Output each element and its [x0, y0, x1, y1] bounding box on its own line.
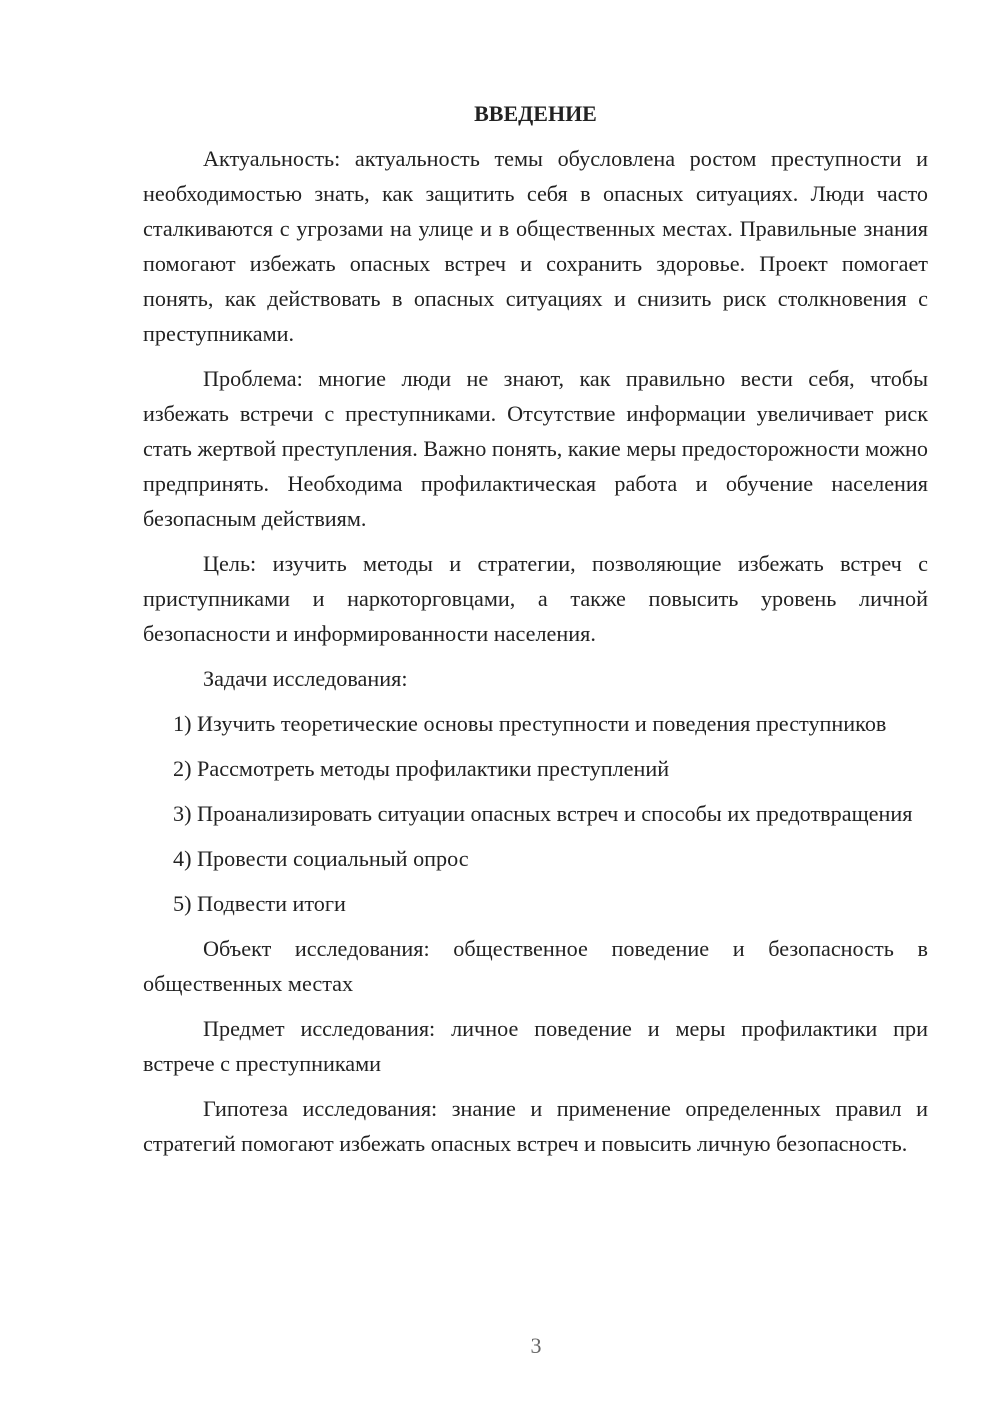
- task-item-2: 2) Рассмотреть методы профилактики преступлений: [173, 756, 670, 781]
- goal-paragraph: Цель: изучить методы и стратегии, позволяющие избежать встреч с приступниками и наркоторговцами, а также повысить уровень личной безопасности и информированности населения.: [143, 551, 928, 646]
- page-number: 3: [530, 1333, 542, 1358]
- hypothesis-paragraph: Гипотеза исследования: знание и применение определенных правил и стратегий помогают избежать опасных встреч и повысить личную безопасность.: [143, 1096, 928, 1156]
- document-page: [143, 96, 928, 1171]
- task-item-3: 3) Проанализировать ситуации опасных встреч и способы их предотвращения: [173, 801, 913, 826]
- task-item-5: 5) Подвести итоги: [173, 891, 346, 916]
- section-title: ВВЕДЕНИЕ: [474, 101, 597, 126]
- relevance-paragraph: Актуальность: актуальность темы обусловлена ростом преступности и необходимостью знать, как защитить себя в опасных ситуациях. Люди часто сталкиваются с угрозами на улице и в общественных местах. Правильные знания помогают избежать опасных встреч и сохранить здоровье. Проект помогает понять, как действовать в опасных ситуациях и снизить риск столкновения с преступниками.: [143, 146, 928, 346]
- tasks-heading: Задачи исследования:: [203, 666, 408, 691]
- problem-paragraph: Проблема: многие люди не знают, как правильно вести себя, чтобы избежать встречи с преступниками. Отсутствие информации увеличивает риск стать жертвой преступления. Важно понять, какие меры предосторожности можно предпринять. Необходима профилактическая работа и обучение населения безопасным действиям.: [143, 366, 928, 531]
- task-item-1: 1) Изучить теоретические основы преступности и поведения преступников: [173, 711, 887, 736]
- task-item-4: 4) Провести социальный опрос: [173, 846, 469, 871]
- object-paragraph: Объект исследования: общественное поведение и безопасность в общественных местах: [143, 936, 928, 996]
- subject-paragraph: Предмет исследования: личное поведение и меры профилактики при встрече с преступниками: [143, 1016, 928, 1076]
